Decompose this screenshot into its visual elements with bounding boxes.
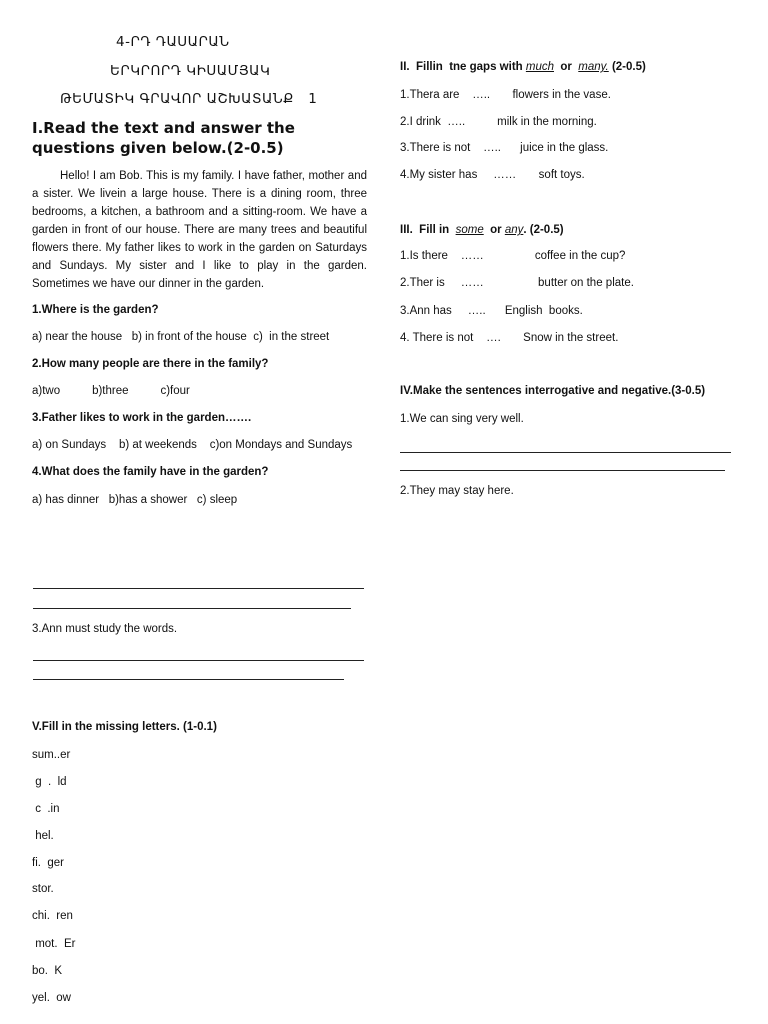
missing-letter-word-9: bo. K [32,965,63,977]
gap-item-2: 2.I drink ….. milk in the morning. [400,116,597,128]
missing-letter-word-10: yel. ow [32,992,71,1004]
question-1: 1.Where is the garden? [32,304,159,316]
semester-title: ԵՐԿՐՈՐԴ ԿԻՍԱՄՅԱԿ [110,63,271,79]
worksheet-title: ԹԵՄԱՏԻԿ ԳՐԱՎՈՐ ԱՇԽԱՏԱՆՔ 1 [60,91,318,107]
missing-letter-word-3: c .in [32,803,60,815]
answer-options-2: a)two b)three c)four [32,385,190,397]
word-any: any [504,224,524,236]
some-any-item-2: 2.Ther is …… butter on the plate. [400,277,634,289]
answer-options-1: a) near the house b) in front of the house c) in the street [32,331,330,343]
section1-title-line2: questions given below.(2-0.5) [32,139,284,157]
missing-letter-word-4: hel. [32,830,54,842]
section1-title-line1: I.Read the text and answer the [32,119,295,137]
missing-letter-word-6: stor. [32,883,54,895]
section2-title-pre: II. Fillin tne gaps with [400,61,526,73]
some-any-item-3: 3.Ann has ….. English books. [400,305,583,317]
word-much: much [525,61,554,73]
answer-line [400,470,725,471]
answer-line [33,588,364,589]
word-some: some [455,224,484,236]
question-2: 2.How many people are there in the family? [32,358,269,370]
reading-passage: Hello! I am Bob. This is my family. I have father, mother and a sister. We livein a large house. There is a dining room, three bedrooms, a kitchen, a bathroom and a sitting-room. We have a garden in front of our house. There are many trees and beautiful flowers there. My father likes to work in the garden on Saturdays and Sundays. My sister and I like to play in the garden. Sometimes we have our dinner in the garden. [32,170,367,290]
class-title: 4-ՐԴ ԴԱՍԱՐԱՆ [116,34,230,50]
missing-letter-word-1: sum..er [32,749,71,761]
question-3: 3.Father likes to work in the garden……. [32,412,252,424]
answer-options-4: a) has dinner b)has a shower c) sleep [32,494,238,506]
gap-item-4: 4.My sister has …… soft toys. [400,169,585,181]
some-any-item-1: 1.Is there …… coffee in the cup? [400,250,626,262]
section2-title-mid: or [554,61,579,73]
section3-title [400,224,564,238]
section4-title: IV.Make the sentences interrogative and negative.(3-0.5) [400,385,706,397]
section3-title-pre: III. Fill in [400,224,456,236]
answer-line [400,452,731,453]
word-many: many. [578,61,609,73]
some-any-item-4: 4. There is not …. Snow in the street. [400,332,619,344]
answer-line [33,679,344,680]
section5-title: V.Fill in the missing letters. (1-0.1) [32,721,217,733]
section2-title [400,61,646,75]
section3-title-post: . (2-0.5) [523,224,564,236]
answer-line [33,660,364,661]
gap-item-1: 1.Thera are ….. flowers in the vase. [400,89,611,101]
sentence-1: 1.We can sing very well. [400,413,524,425]
sentence-3: 3.Ann must study the words. [32,623,178,635]
answer-options-3: a) on Sundays b) at weekends c)on Mondays and Sundays [32,439,353,451]
section2-title-post: (2-0.5) [608,61,646,73]
missing-letter-word-2: g . ld [32,776,67,788]
gap-item-3: 3.There is not ….. juice in the glass. [400,142,609,154]
question-4: 4.What does the family have in the garden? [32,466,269,478]
section3-title-mid: or [483,224,505,236]
missing-letter-word-8: mot. Er [32,938,76,950]
answer-line [33,608,351,609]
missing-letter-word-5: fi. ger [32,857,64,869]
sentence-2: 2.They may stay here. [400,485,514,497]
missing-letter-word-7: chi. ren [32,910,73,922]
